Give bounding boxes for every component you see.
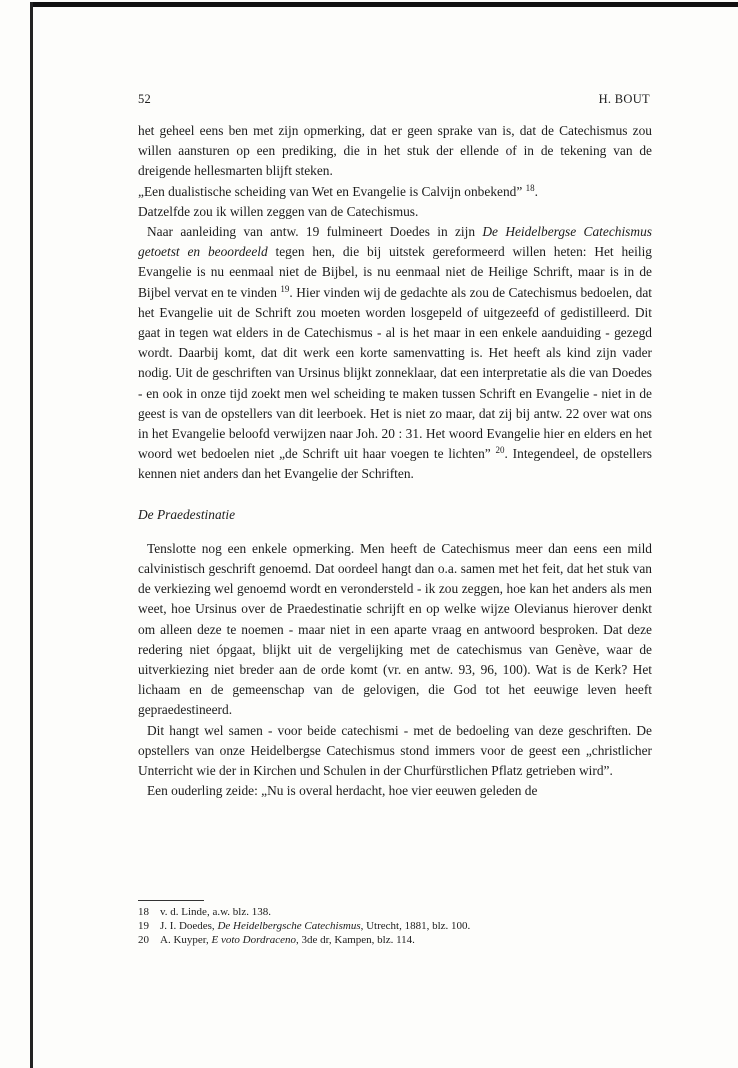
footnote-ref-19: 19: [280, 283, 290, 294]
paragraph: Naar aanleiding van antw. 19 fulmineert Doedes in zijn De Heidelbergse Catechismus getoetst en beoordeeld tegen hen, die bij uitstek gereformeerd willen heten: Het heilig Evangelie is nu eenmaal niet de Bijbel, is nu eenmaal niet de Heilige Schrift, maar is in de Bijbel vervat en te vinden $^{19}$. Hier vinden wij de gedachte als zou de Catechismus bedoelen, dat het Evangelie uit de Schrift zou moeten worden losgepeld of uitgezeefd of gedistilleerd. Dit gaat in tegen wat elders in de Catechismus - al is het maar in een enkele aanduiding - gezegd wordt. Daarbij komt, dat dit werk een korte samenvatting is. Het heeft als kind zijn vader nodig. Uit de geschriften van Ursinus blijkt zonneklaar, dat een interpretatie als die van Doedes - en ook in onze tijd zoekt men wel scheiding te maken tussen Schrift en Evangelie - niet in de geest is van de opstellers van dit leerboek. Het is niet zo maar, dat zij bij antw. 22 over wat ons in het Evangelie beloofd verwijzen naar Joh. 20 : 31. Het woord Evangelie hier en elders en het woord wet bedoelen niet „de Schrift uit haar voegen te lichten” $^{20}$. Integendeel, de opstellers kennen niet anders dan het Evangelie der Schriften.: [138, 224, 652, 482]
footnote: 18 v. d. Linde, a.w. blz. 138.: [138, 906, 271, 918]
section-heading: De Praedestinatie: [138, 506, 236, 522]
page-number: 52: [138, 92, 152, 106]
footnote-ref-18: 18: [525, 182, 535, 193]
scan-border-left: [30, 2, 33, 1068]
quote-line: „Een dualistische scheiding van Wet en Evangelie is Calvijn onbekend” $^{18}$.: [138, 182, 539, 199]
scan-border-top: [30, 2, 738, 7]
running-author: H. BOUT: [598, 92, 650, 106]
footnote-divider: [138, 900, 204, 901]
running-header: [138, 92, 650, 110]
paragraph: Dit hangt wel samen - voor beide catechismi - met de bedoeling van deze geschriften. De opstellers van onze Heidelbergse Catechismus stond immers voor de geest een „christlicher Unterricht wie der in Kirchen und Schulen in der Churfürstlichen Pflatz getrieben wird”.: [138, 722, 652, 779]
footnotes: [138, 905, 652, 947]
book-title: De Heidelbergse Catechismus getoetst en beoordeeld: [138, 224, 652, 260]
paragraph: Tenslotte nog een enkele opmerking. Men heeft de Catechismus meer dan eens een mild calvinistisch geschrift genoemd. Dat oordeel hangt dan o.a. samen met het feit, dat het stuk van de verkiezing wel genoemd wordt en verondersteld - ik zou zeggen, hoe kan het anders als men weet, hoe Ursinus over de Praedestinatie schrijft en op welke wijze Olevianus hierover denkt om alleen deze te noemen - maar niet in een aparte vraag en antwoord besproken. Dat deze redering niet ópgaat, blijkt uit de vergelijking met de catechismus van Genève, waar de uitverkiezing niet breder aan de orde komt (vr. en antw. 93, 96, 100). Wat is de Kerk? Het lichaam en de gemeenschap van de gelovigen, die God tot het eeuwige leven heeft gepraedestineerd.: [138, 540, 652, 718]
footnote: 20 A. Kuyper, E voto Dordraceno, 3de dr, Kampen, blz. 114.: [138, 934, 415, 946]
paragraph: Datzelfde zou ik willen zeggen van de Catechismus.: [138, 203, 419, 219]
paragraph: het geheel eens ben met zijn opmerking, dat er geen sprake van is, dat de Catechismus zou willen aansturen op een prediking, die in het stuk der ellende of in de tekening van de dreigende hellesmarten blijft steken.: [138, 123, 652, 179]
body-text: [138, 121, 652, 802]
footnote-ref-20: 20: [495, 445, 505, 456]
footnote: 19 J. I. Doedes, De Heidelbergsche Catechismus, Utrecht, 1881, blz. 100.: [138, 920, 471, 932]
paragraph: Een ouderling zeide: „Nu is overal herdacht, hoe vier eeuwen geleden de: [147, 783, 538, 799]
